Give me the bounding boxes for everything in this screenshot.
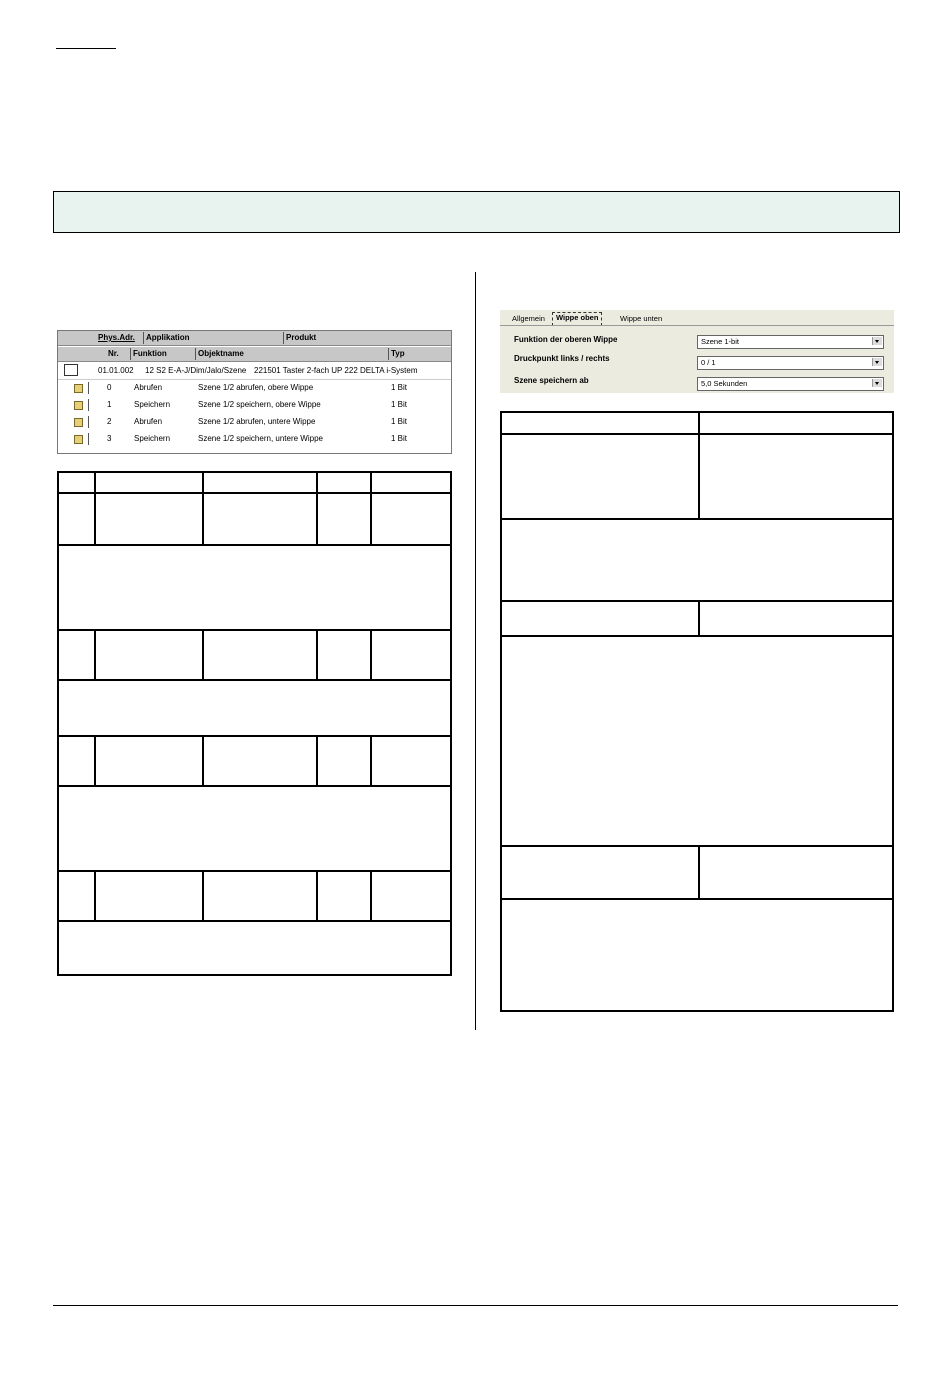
tab-wippe-unten[interactable]: Wippe unten: [620, 314, 663, 323]
parameter-table: [500, 411, 894, 1012]
tab-wippe-oben[interactable]: Wippe oben: [552, 312, 602, 326]
ets-header-row-2: [58, 347, 451, 362]
object-row[interactable]: [58, 397, 451, 413]
chevron-down-icon[interactable]: [872, 337, 882, 345]
object-typ: 1 Bit: [391, 400, 408, 409]
param-label-funktion: Funktion der oberen Wippe: [514, 335, 618, 344]
col-produkt[interactable]: Produkt: [286, 333, 317, 342]
param-label-druckpunkt: Druckpunkt links / rechts: [514, 354, 610, 363]
col-nr[interactable]: Nr.: [108, 349, 119, 358]
header-rule: [56, 48, 116, 49]
param-select-druckpunkt[interactable]: 0 / 1: [697, 356, 884, 370]
object-name: Szene 1/2 speichern, obere Wippe: [198, 400, 321, 409]
col-funktion[interactable]: Funktion: [133, 349, 167, 358]
chevron-down-icon[interactable]: [872, 358, 882, 366]
object-funktion: Speichern: [134, 434, 171, 443]
object-icon: [74, 384, 83, 393]
device-product: 221501 Taster 2-fach UP 222 DELTA i-System: [254, 366, 418, 375]
col-typ[interactable]: Typ: [391, 349, 405, 358]
object-funktion: Abrufen: [134, 383, 163, 392]
col-applikation[interactable]: Applikation: [146, 333, 190, 342]
param-select-funktion[interactable]: Szene 1-bit: [697, 335, 884, 349]
parameter-dialog: [500, 310, 894, 393]
object-row[interactable]: [58, 380, 451, 396]
object-table-header: [59, 473, 450, 494]
col-physadr[interactable]: Phys.Adr.: [98, 333, 135, 342]
object-table: [57, 471, 452, 976]
object-nr: 1: [107, 400, 112, 409]
footer-rule: [53, 1305, 898, 1306]
column-divider: [475, 272, 476, 1030]
object-row[interactable]: [58, 431, 451, 447]
param-select-szene-speichern[interactable]: 5,0 Sekunden: [697, 377, 884, 391]
ets-header-row-1: [58, 331, 451, 346]
device-icon: [64, 364, 78, 376]
object-icon: [74, 418, 83, 427]
object-icon: [74, 401, 83, 410]
param-label-szene-speichern: Szene speichern ab: [514, 376, 589, 385]
object-name: Szene 1/2 abrufen, obere Wippe: [198, 383, 314, 392]
object-funktion: Abrufen: [134, 417, 163, 426]
object-row[interactable]: [58, 414, 451, 430]
device-application: 12 S2 E-A-J/Dim/Jalo/Szene: [145, 366, 247, 375]
object-funktion: Speichern: [134, 400, 171, 409]
section-banner: [53, 191, 900, 233]
object-name: Szene 1/2 speichern, untere Wippe: [198, 434, 323, 443]
device-address: 01.01.002: [98, 366, 134, 375]
object-nr: 3: [107, 434, 112, 443]
object-typ: 1 Bit: [391, 417, 408, 426]
ets-object-list: [57, 330, 452, 454]
object-name: Szene 1/2 abrufen, untere Wippe: [198, 417, 316, 426]
object-nr: 0: [107, 383, 112, 392]
col-objektname[interactable]: Objektname: [198, 349, 244, 358]
tab-underline: [500, 325, 894, 326]
object-icon: [74, 435, 83, 444]
object-nr: 2: [107, 417, 112, 426]
tab-allgemein[interactable]: Allgemein: [512, 314, 545, 323]
device-row[interactable]: [58, 363, 451, 380]
object-typ: 1 Bit: [391, 434, 408, 443]
chevron-down-icon[interactable]: [872, 379, 882, 387]
object-typ: 1 Bit: [391, 383, 408, 392]
